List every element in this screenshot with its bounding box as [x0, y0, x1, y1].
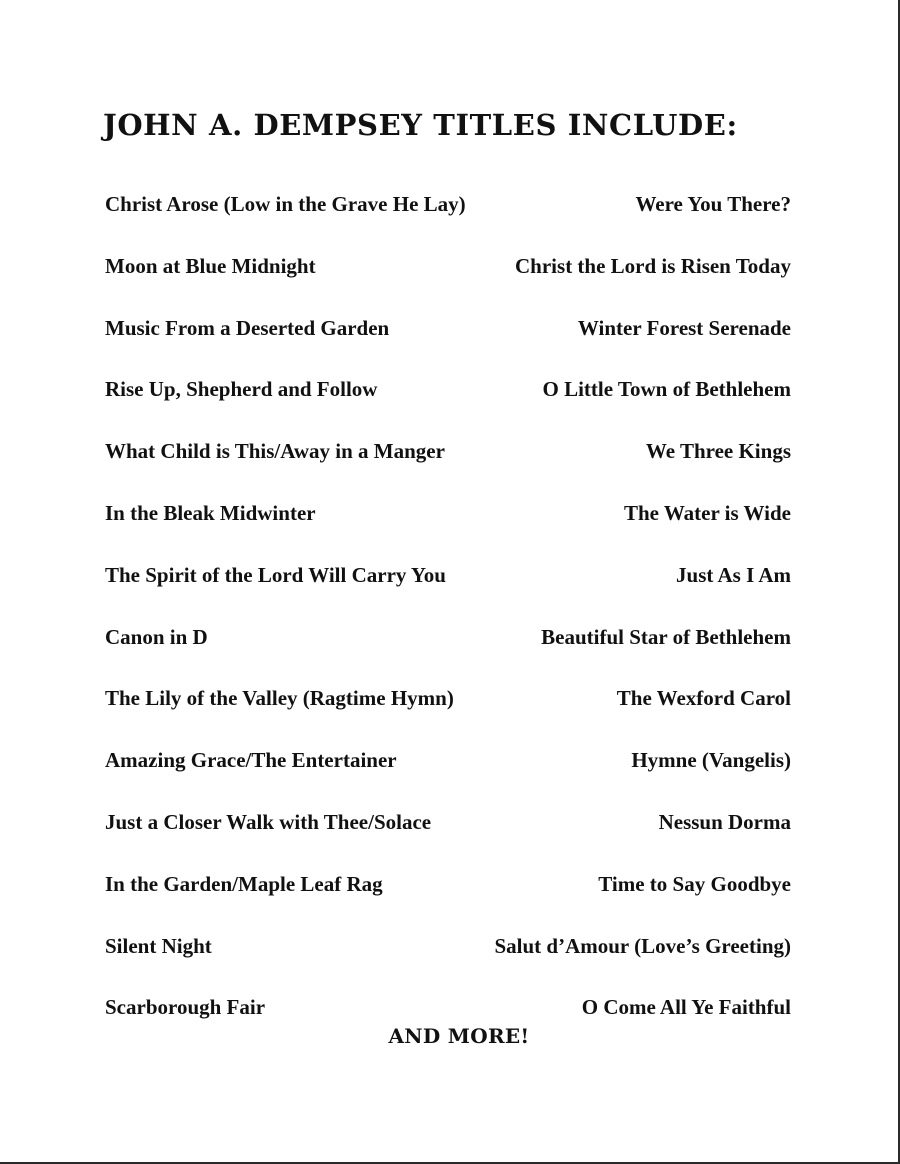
right-title: Hymne (Vangelis)	[631, 748, 791, 773]
left-title: Moon at Blue Midnight	[105, 253, 316, 278]
title-row	[105, 559, 791, 621]
right-title: O Little Town of Bethlehem	[542, 377, 791, 402]
right-title: O Come All Ye Faithful	[581, 995, 791, 1020]
left-title: In the Bleak Midwinter	[105, 500, 316, 525]
title-row	[105, 188, 791, 250]
right-title: We Three Kings	[645, 439, 791, 464]
right-title: Were You There?	[635, 192, 791, 216]
left-title: Christ Arose (Low in the Grave He Lay)	[105, 192, 466, 216]
left-title: Music From a Deserted Garden	[105, 315, 390, 340]
right-title: Time to Say Goodbye	[598, 871, 791, 896]
title-row	[105, 312, 791, 374]
title-row	[105, 250, 791, 312]
right-title: Christ the Lord is Risen Today	[515, 253, 791, 278]
title-row	[105, 806, 791, 868]
right-title: The Wexford Carol	[616, 686, 791, 711]
title-row	[105, 373, 791, 435]
left-title: In the Garden/Maple Leaf Rag	[105, 871, 383, 896]
left-title: The Lily of the Valley (Ragtime Hymn)	[105, 686, 454, 711]
left-title: Amazing Grace/The Entertainer	[105, 748, 397, 773]
titles-list	[105, 188, 791, 1053]
right-title: Winter Forest Serenade	[577, 315, 791, 340]
left-title: Canon in D	[105, 624, 208, 649]
right-title: The Water is Wide	[623, 500, 791, 525]
right-title: Just As I Am	[676, 562, 791, 587]
and-more-footer: AND MORE!	[388, 1024, 530, 1048]
right-title: Salut d’Amour (Love’s Greeting)	[494, 933, 791, 958]
left-title: Just a Closer Walk with Thee/Solace	[105, 809, 432, 834]
right-title: Beautiful Star of Bethlehem	[541, 624, 791, 649]
title-row	[105, 435, 791, 497]
left-title: Silent Night	[105, 933, 212, 958]
title-row	[105, 868, 791, 930]
left-title: Rise Up, Shepherd and Follow	[105, 377, 378, 402]
left-title: Scarborough Fair	[105, 995, 266, 1020]
title-row	[105, 621, 791, 683]
title-row	[105, 930, 791, 992]
left-title: What Child is This/Away in a Manger	[105, 439, 445, 464]
title-row	[105, 744, 791, 806]
title-row	[105, 497, 791, 559]
right-title: Nessun Dorma	[658, 809, 791, 834]
left-title: The Spirit of the Lord Will Carry You	[105, 562, 446, 587]
page-title: JOHN A. DEMPSEY TITLES INCLUDE:	[103, 108, 738, 142]
title-row	[105, 682, 791, 744]
